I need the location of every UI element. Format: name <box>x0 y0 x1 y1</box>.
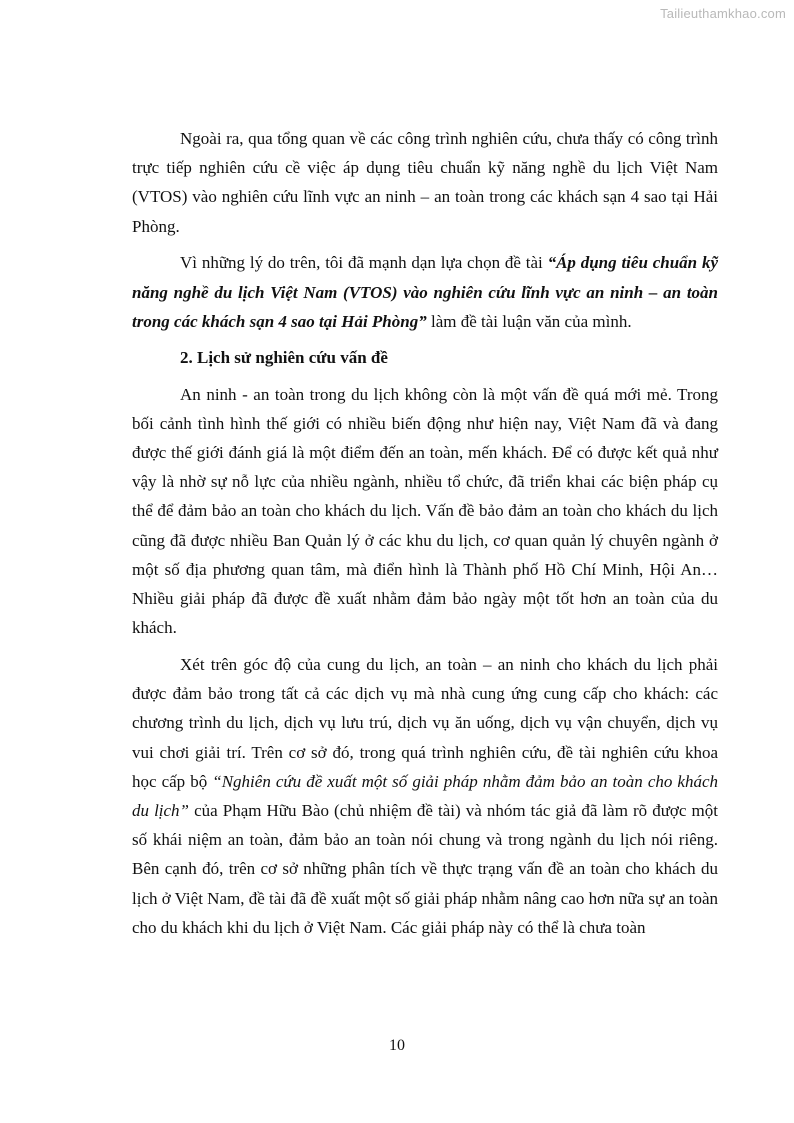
paragraph-text-before: Vì những lý do trên, tôi đã mạnh dạn lựa chọn đề tài <box>180 253 548 273</box>
paragraph-text: An ninh - an toàn trong du lịch không còn là một vấn đề quá mới mẻ. Trong bối cảnh tình hình thế giới có nhiều biến động như hiện nay, Việt Nam đã và đang được thế giới đánh giá là một điểm đến an toàn, mến khách. Để có được kết quả như vậy là nhờ sự nỗ lực của nhiều ngành, nhiều tổ chức, đã triển khai các biện pháp cụ thể để đảm bảo an toàn cho khách du lịch. Vấn đề bảo đảm an toàn cho khách du lịch cũng đã được nhiều Ban Quản lý ở các khu du lịch, cơ quan quản lý chuyên ngành ở một số địa phương quan tâm, mà điển hình là Thành phố Hồ Chí Minh, Hội An… Nhiều giải pháp đã được đề xuất nhằm đảm bảo ngày một tốt hơn an toàn của du khách. <box>132 384 718 638</box>
paragraph-security-tourism <box>132 380 718 643</box>
paragraph-text-after: làm đề tài luận văn của mình. <box>426 311 632 331</box>
paragraph-text-before: Xét trên góc độ của cung du lịch, an toàn – an ninh cho khách du lịch phải được đảm bảo trong tất cả các dịch vụ mà nhà cung ứng cung cấp cho khách: các chương trình du lịch, dịch vụ lưu trú, dịch vụ ăn uống, dịch vụ vận chuyển, dịch vụ vui chơi giải trí. Trên cơ sở đó, trong quá trình nghiên cứu, đề tài nghiên cứu khoa học cấp bộ <box>132 654 718 791</box>
paragraph-overview <box>132 124 718 241</box>
paragraph-text-after: của Phạm Hữu Bào (chủ nhiệm đề tài) và nhóm tác giả đã làm rõ được một số khái niệm an toàn, đảm bảo an toàn nói chung và trong ngành du lịch nói riêng. Bên cạnh đó, trên cơ sở những phân tích về thực trạng vấn đề an toàn cho khách du lịch ở Việt Nam, đề tài đã đề xuất một số giải pháp nhằm nâng cao hơn nữa sự an toàn cho du khách khi du lịch ở Việt Nam. Các giải pháp này có thể là chưa toàn <box>132 800 719 937</box>
watermark-text: Tailieuthamkhao.com <box>660 6 786 21</box>
research-title-italic: “Nghiên cứu đề xuất một số giải pháp nhằm đảm bảo an toàn cho khách du lịch” <box>132 771 719 820</box>
paragraph-supply-perspective <box>132 650 718 942</box>
paragraph-text: Ngoài ra, qua tổng quan về các công trình nghiên cứu, chưa thấy có công trình trực tiếp nghiên cứu cề việc áp dụng tiêu chuẩn kỹ năng nghề du lịch Việt Nam (VTOS) vào nghiên cứu lĩnh vực an ninh – an toàn trong các khách sạn 4 sao tại Hải Phòng. <box>132 129 718 236</box>
paragraph-topic-choice <box>132 248 718 336</box>
document-body <box>132 124 718 949</box>
thesis-title-emphasis: “Áp dụng tiêu chuẩn kỹ năng nghề du lịch Việt Nam (VTOS) vào nghiên cứu lĩnh vực an ninh – an toàn trong các khách sạn 4 sao tại Hải Phòng” <box>132 253 718 331</box>
section-heading: 2. Lịch sử nghiên cứu vấn đề <box>180 348 388 368</box>
page-number: 10 <box>389 1037 405 1054</box>
